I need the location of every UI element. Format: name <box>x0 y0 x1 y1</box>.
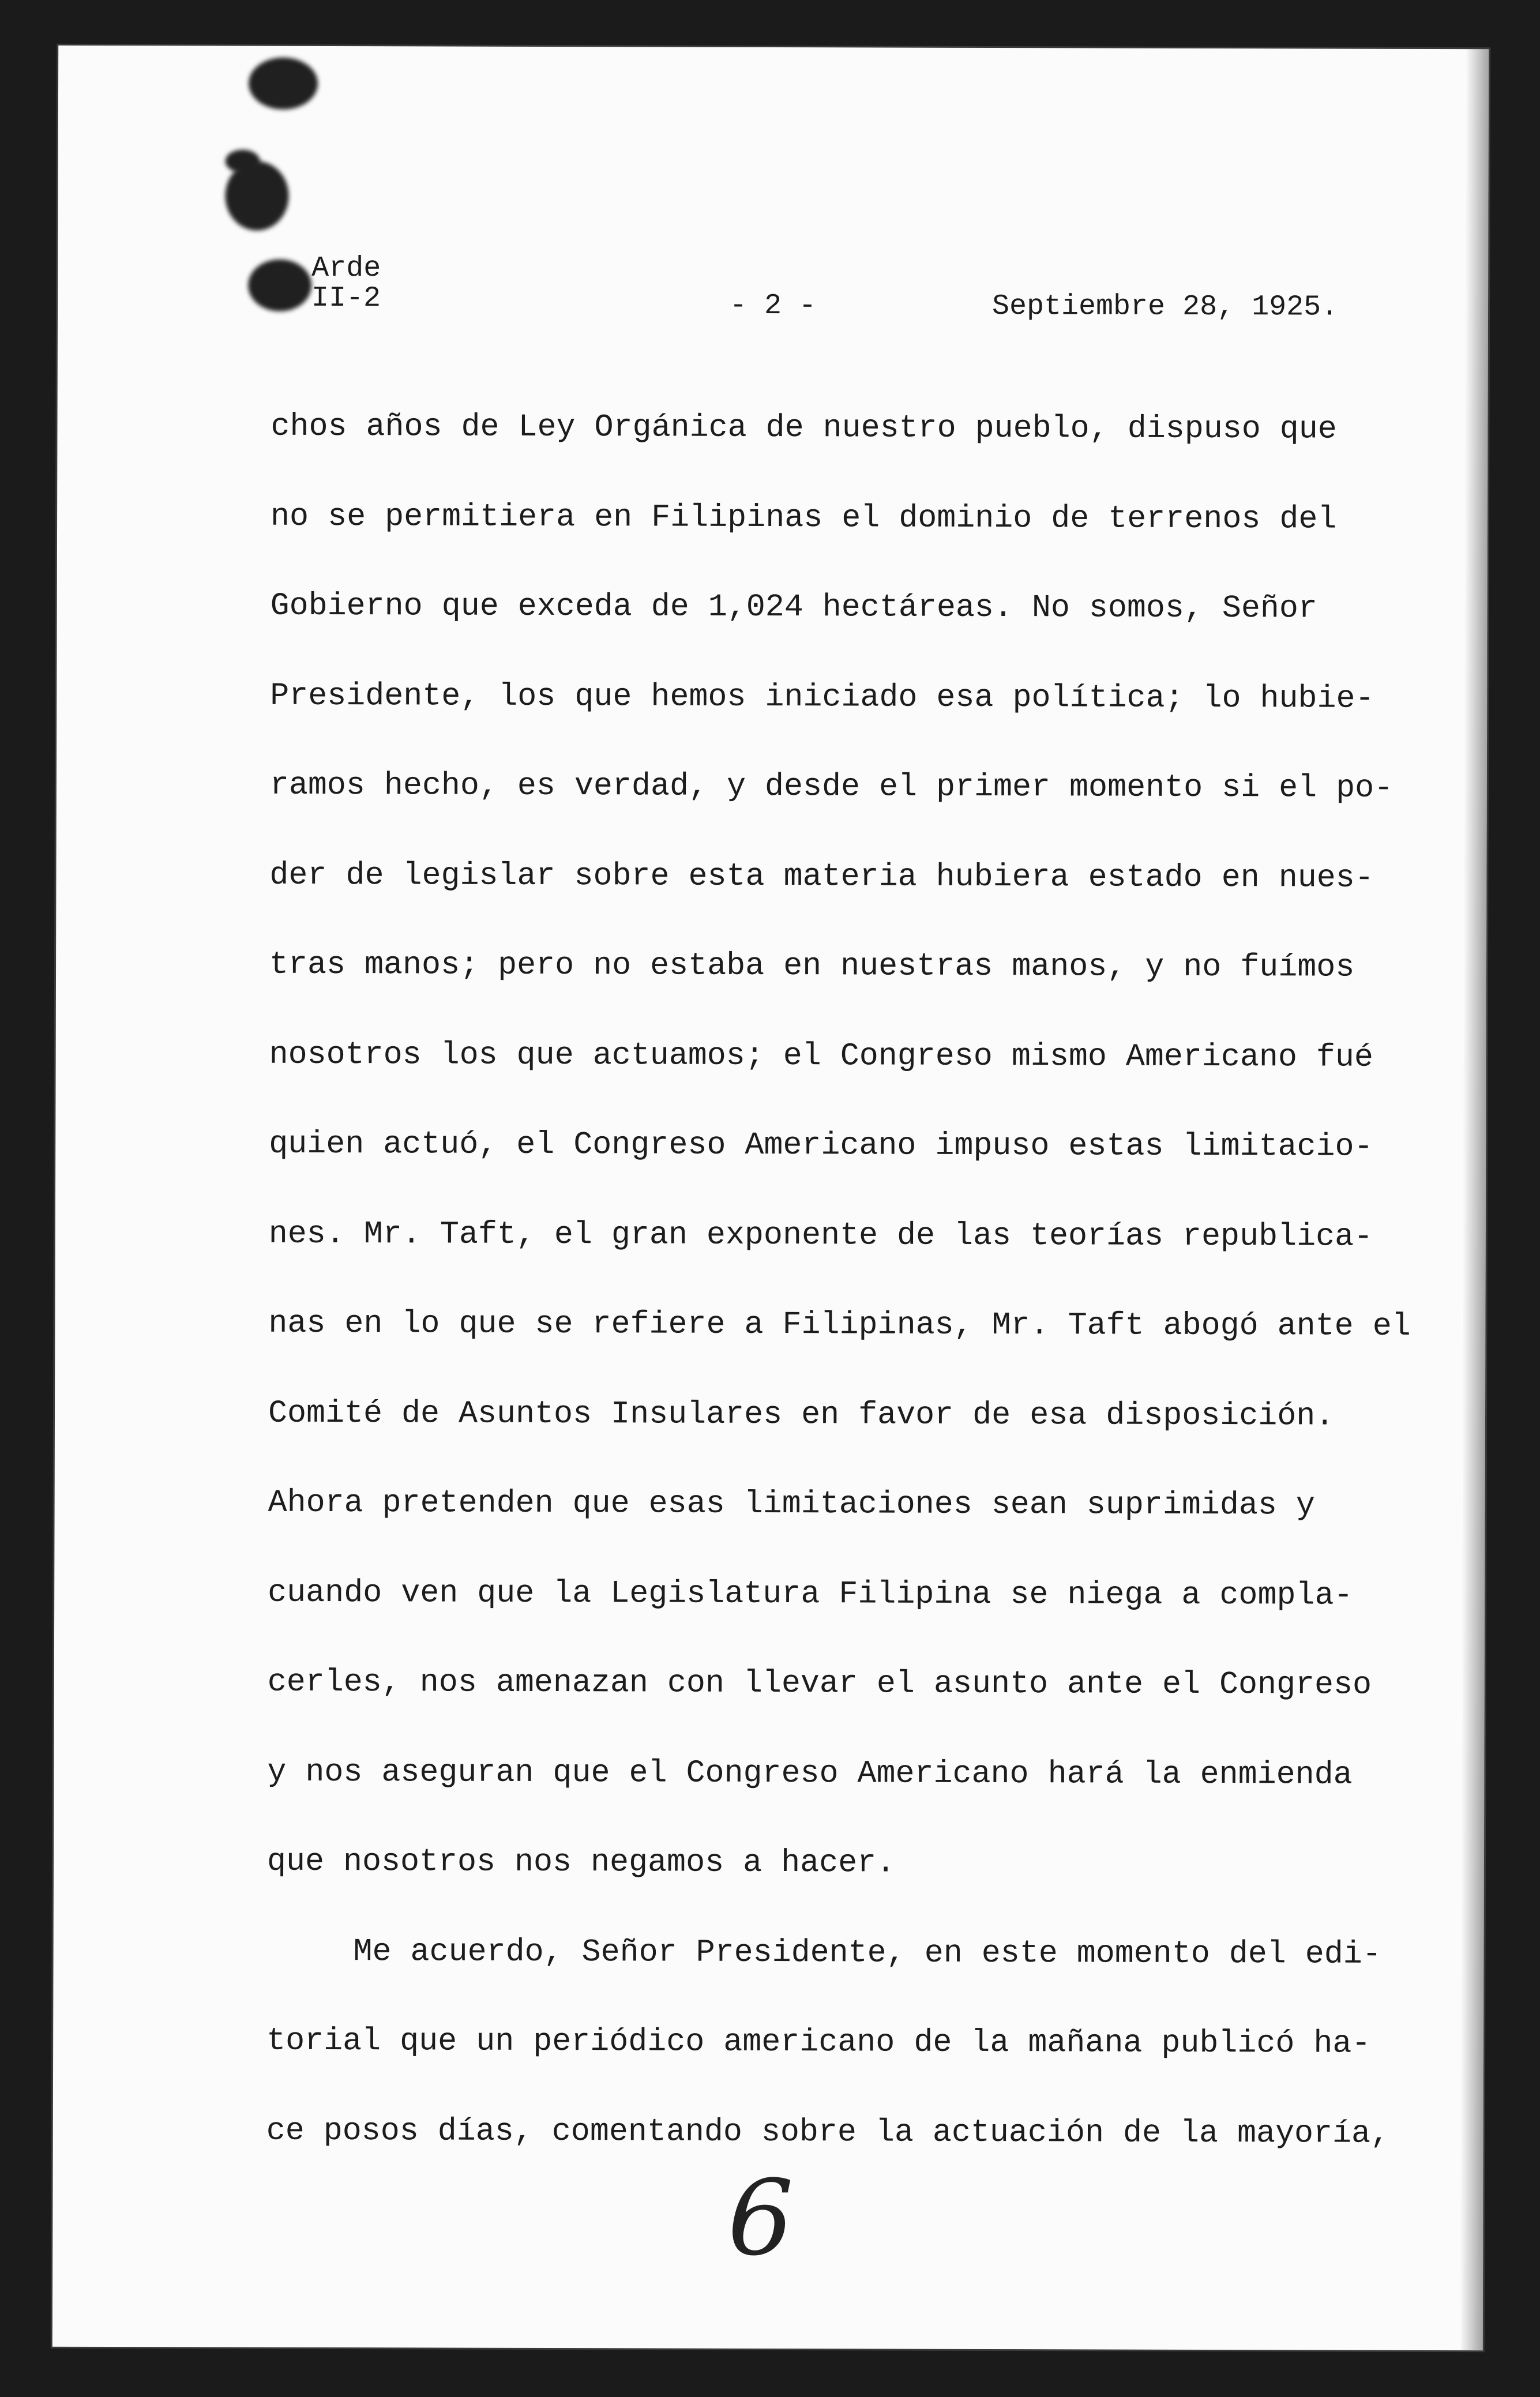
ink-blot <box>248 260 311 311</box>
body-line: ce posos días, comentando sobre la actuación de la mayoría, <box>266 2112 1390 2152</box>
body-line: no se permitiera en Filipinas el dominio de terrenos del <box>271 498 1337 538</box>
body-line: Presidente, los que hemos iniciado esa política; lo hubie- <box>270 677 1374 717</box>
body-line: Ahora pretenden que esas limitaciones sean suprimidas y <box>268 1484 1315 1524</box>
body-line: nes. Mr. Taft, el gran exponente de las teorías republica- <box>268 1215 1373 1255</box>
page-edge-shadow <box>1460 49 1489 2350</box>
body-line: cerles, nos amenazan con llevar el asunto ante el Congreso <box>267 1663 1372 1703</box>
body-line: chos años de Ley Orgánica de nuestro pueblo, dispuso que <box>271 408 1337 448</box>
body-line: nas en lo que se refiere a Filipinas, Mr. Taft abogó ante el <box>268 1305 1411 1344</box>
body-text <box>266 404 1411 2200</box>
document-page <box>52 46 1489 2350</box>
body-line: y nos aseguran que el Congreso Americano hará la enmienda <box>267 1753 1353 1793</box>
page-date: Septiembre 28, 1925. <box>991 290 1339 324</box>
document-id <box>311 251 381 315</box>
ink-blot <box>249 58 318 110</box>
body-line: der de legislar sobre esta materia hubiera estado en nues- <box>269 856 1374 896</box>
body-line: Gobierno que exceda de 1,024 hectáreas. No somos, Señor <box>270 587 1318 627</box>
body-line: Me acuerdo, Señor Presidente, en este momento del edi- <box>353 1933 1381 1973</box>
body-line: cuando ven que la Legislatura Filipina se niega a compla- <box>268 1574 1353 1614</box>
body-line: ramos hecho, es verdad, y desde el primer momento si el po- <box>269 767 1393 806</box>
document-id-line1: Arde <box>311 251 381 285</box>
body-line: torial que un periódico americano de la mañana publicó ha- <box>266 2022 1371 2062</box>
ink-blot <box>225 161 288 231</box>
page-number: - 2 - <box>729 289 817 323</box>
document-id-line2: II-2 <box>311 281 381 315</box>
body-line: tras manos; pero no estaba en nuestras manos, y no fuímos <box>269 946 1355 986</box>
body-line: que nosotros nos negamos a hacer. <box>266 1843 896 1881</box>
body-line: Comité de Asuntos Insulares en favor de esa disposición. <box>268 1395 1335 1434</box>
body-line: nosotros los que actuamos; el Congreso mismo Americano fué <box>269 1036 1374 1076</box>
handwritten-folio-number: 6 <box>727 2158 794 2279</box>
body-line: quien actuó, el Congreso Americano impuso estas limitacio- <box>269 1125 1373 1165</box>
